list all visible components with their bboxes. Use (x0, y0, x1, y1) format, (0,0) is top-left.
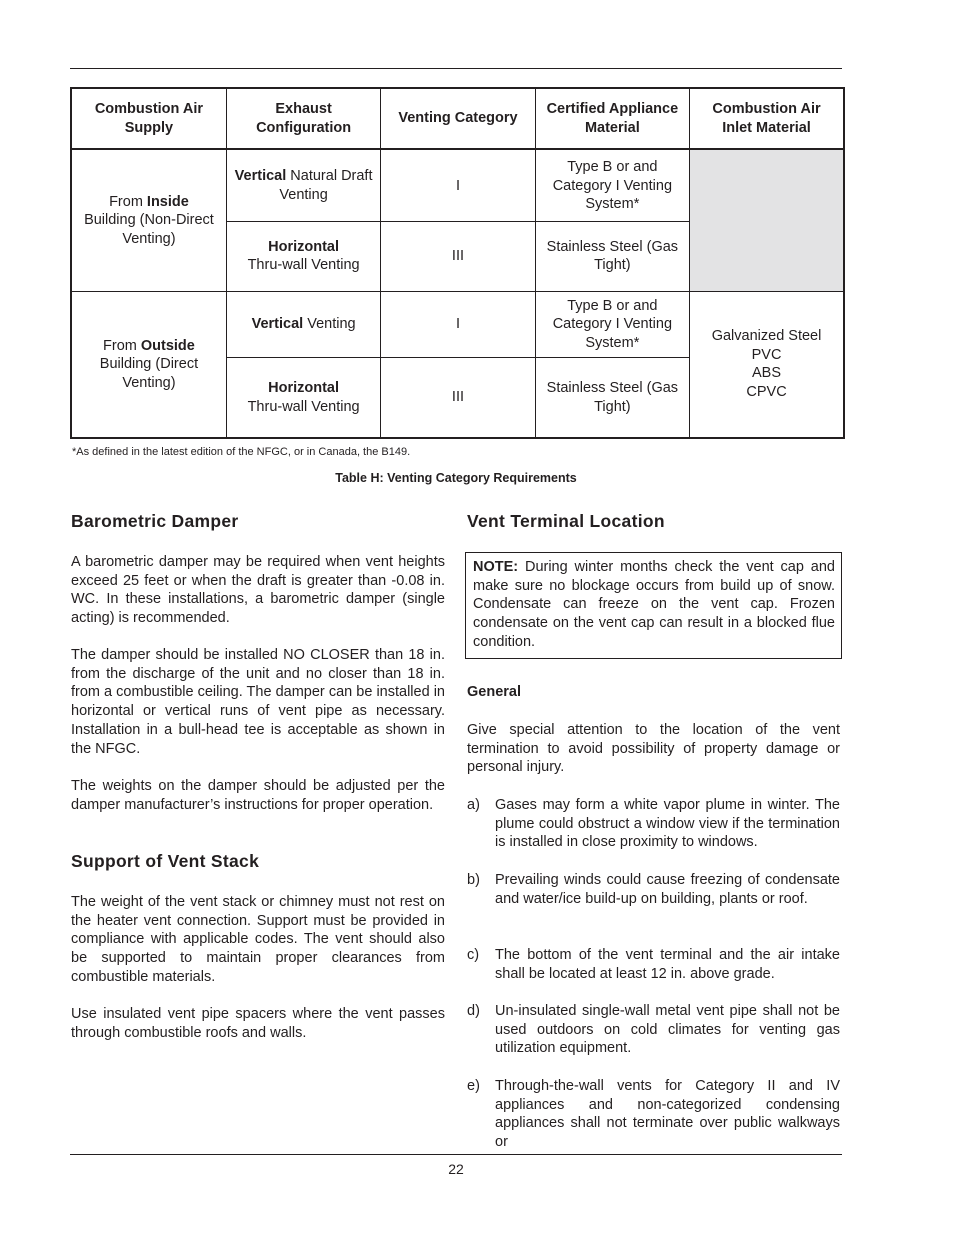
config-rest: Venting (303, 316, 356, 333)
vent-terminal-location-heading: Vent Terminal Location (467, 511, 665, 531)
category-cell: III (381, 222, 535, 291)
header-exhaust-configuration: Exhaust Configuration (226, 88, 380, 149)
table-header-row (71, 88, 844, 149)
supply-outside-bold: Outside (140, 337, 195, 354)
list-item-text: Prevailing winds could cause freezing of condensate and water/ice build-up on building, plants or roof. (495, 872, 840, 907)
material-cell: Type B or and Category I Venting System* (535, 291, 689, 357)
supply-outside-cell (71, 291, 226, 438)
config-rest: Thru-wall Venting (247, 398, 360, 415)
venting-category-table (70, 87, 845, 439)
general-paragraph: Give special attention to the location of the vent termination to avoid possibility of property damage or personal injury. (467, 722, 840, 776)
list-marker: e) (467, 1078, 480, 1094)
list-item (467, 946, 840, 983)
header-rule (70, 68, 842, 69)
support-paragraph-2: Use insulated vent pipe spacers where the vent passes through combustible roofs and walls. (71, 1006, 445, 1041)
material-cell: Stainless Steel (Gas Tight) (535, 222, 689, 291)
material-cell: Type B or and Category I Venting System* (535, 149, 689, 221)
supply-inside-pre: From (109, 193, 147, 210)
table-row (71, 291, 844, 357)
list-marker: b) (467, 872, 480, 888)
list-item-text: Un-insulated single-wall metal vent pipe shall not be used outdoors on cold climates for venting gas utilization equipment. (495, 1003, 840, 1057)
barometric-paragraph-3: The weights on the damper should be adjusted per the damper manufacturer’s instructions for proper operation. (71, 778, 445, 813)
table-caption: Table H: Venting Category Requirements (335, 471, 577, 485)
header-inlet-material: Combustion Air Inlet Material (690, 88, 844, 149)
inlet-material-empty-cell (690, 149, 844, 291)
supply-outside-post: Building (Direct Venting) (99, 356, 199, 391)
config-cell (226, 222, 380, 291)
category-cell: I (381, 291, 535, 357)
support-paragraph-1: The weight of the vent stack or chimney must not rest on the heater vent connection. Support must be provided in compliance with applicable codes. The vent should also be supported to maintain proper clearances from combustible materials. (71, 894, 445, 985)
list-item (467, 1002, 840, 1058)
list-item-text: The bottom of the vent terminal and the air intake shall be located at least 12 in. above grade. (495, 947, 840, 982)
material-cell: Stainless Steel (Gas Tight) (535, 358, 689, 438)
config-cell (226, 149, 380, 221)
barometric-paragraph-1: A barometric damper may be required when vent heights exceed 25 feet or when the draft is greater than -0.08 in. WC. In these installations, a barometric damper (single acting) is recommended. (71, 554, 445, 627)
inlet-material-cell (690, 291, 844, 438)
config-bold: Horizontal (268, 380, 340, 396)
header-venting-category: Venting Category (381, 88, 535, 149)
inlet-material-item: PVC (751, 346, 782, 363)
config-bold: Vertical (234, 168, 287, 185)
config-bold: Horizontal (268, 238, 340, 255)
supply-outside-pre: From (103, 337, 141, 354)
inlet-material-item: ABS (752, 365, 782, 382)
config-cell (226, 291, 380, 357)
note-text: During winter months check the vent cap and make sure no blockage occurs from build up of snow. Condensate can freeze on the vent cap. Frozen condensate on the vent cap can result in a blocked flue condition. (473, 559, 835, 650)
list-marker: c) (467, 947, 480, 963)
config-rest: Thru-wall Venting (247, 257, 360, 274)
barometric-paragraph-2: The damper should be installed NO CLOSER than 18 in. from the discharge of the unit and no closer than 18 in. from a combustible ceiling. The damper can be installed in horizontal or vertical runs of vent pipe as necessary. Installation in a bull-head tee is acceptable as shown in the NFGC. (71, 647, 445, 757)
table-footnote: *As defined in the latest edition of the NFGC, or in Canada, the B149. (72, 446, 411, 458)
supply-inside-bold: Inside (146, 193, 189, 210)
barometric-damper-heading: Barometric Damper (71, 511, 239, 531)
header-combustion-air-supply: Combustion Air Supply (71, 88, 226, 149)
list-marker: a) (467, 797, 480, 813)
inlet-material-item: CPVC (746, 383, 787, 400)
winter-note-box (465, 552, 842, 659)
inlet-material-item: Galvanized Steel (711, 328, 822, 345)
list-marker: d) (467, 1003, 480, 1019)
config-bold: Vertical (251, 316, 304, 333)
page-number: 22 (448, 1161, 464, 1177)
list-item (467, 871, 840, 908)
list-item (467, 1077, 840, 1152)
support-vent-stack-heading: Support of Vent Stack (71, 851, 260, 871)
list-item (467, 796, 840, 852)
config-rest: Natural Draft Venting (279, 168, 373, 203)
list-item-text: Gases may form a white vapor plume in winter. The plume could obstruct a window view if the termination is installed in close proximity to windows. (495, 797, 840, 851)
category-cell: I (381, 149, 535, 221)
footer-rule (70, 1154, 842, 1155)
list-item-text: Through-the-wall vents for Category II and IV appliances and non-categorized condensing appliances shall not terminate over public walkways or (495, 1078, 840, 1151)
general-heading: General (467, 684, 521, 700)
supply-inside-post: Building (Non-Direct Venting) (84, 212, 214, 247)
category-cell: III (381, 358, 535, 438)
supply-inside-cell (71, 149, 226, 291)
note-label: NOTE: (473, 559, 519, 575)
table-row (71, 149, 844, 221)
header-appliance-material: Certified Appliance Material (535, 88, 689, 149)
config-cell (226, 358, 380, 438)
